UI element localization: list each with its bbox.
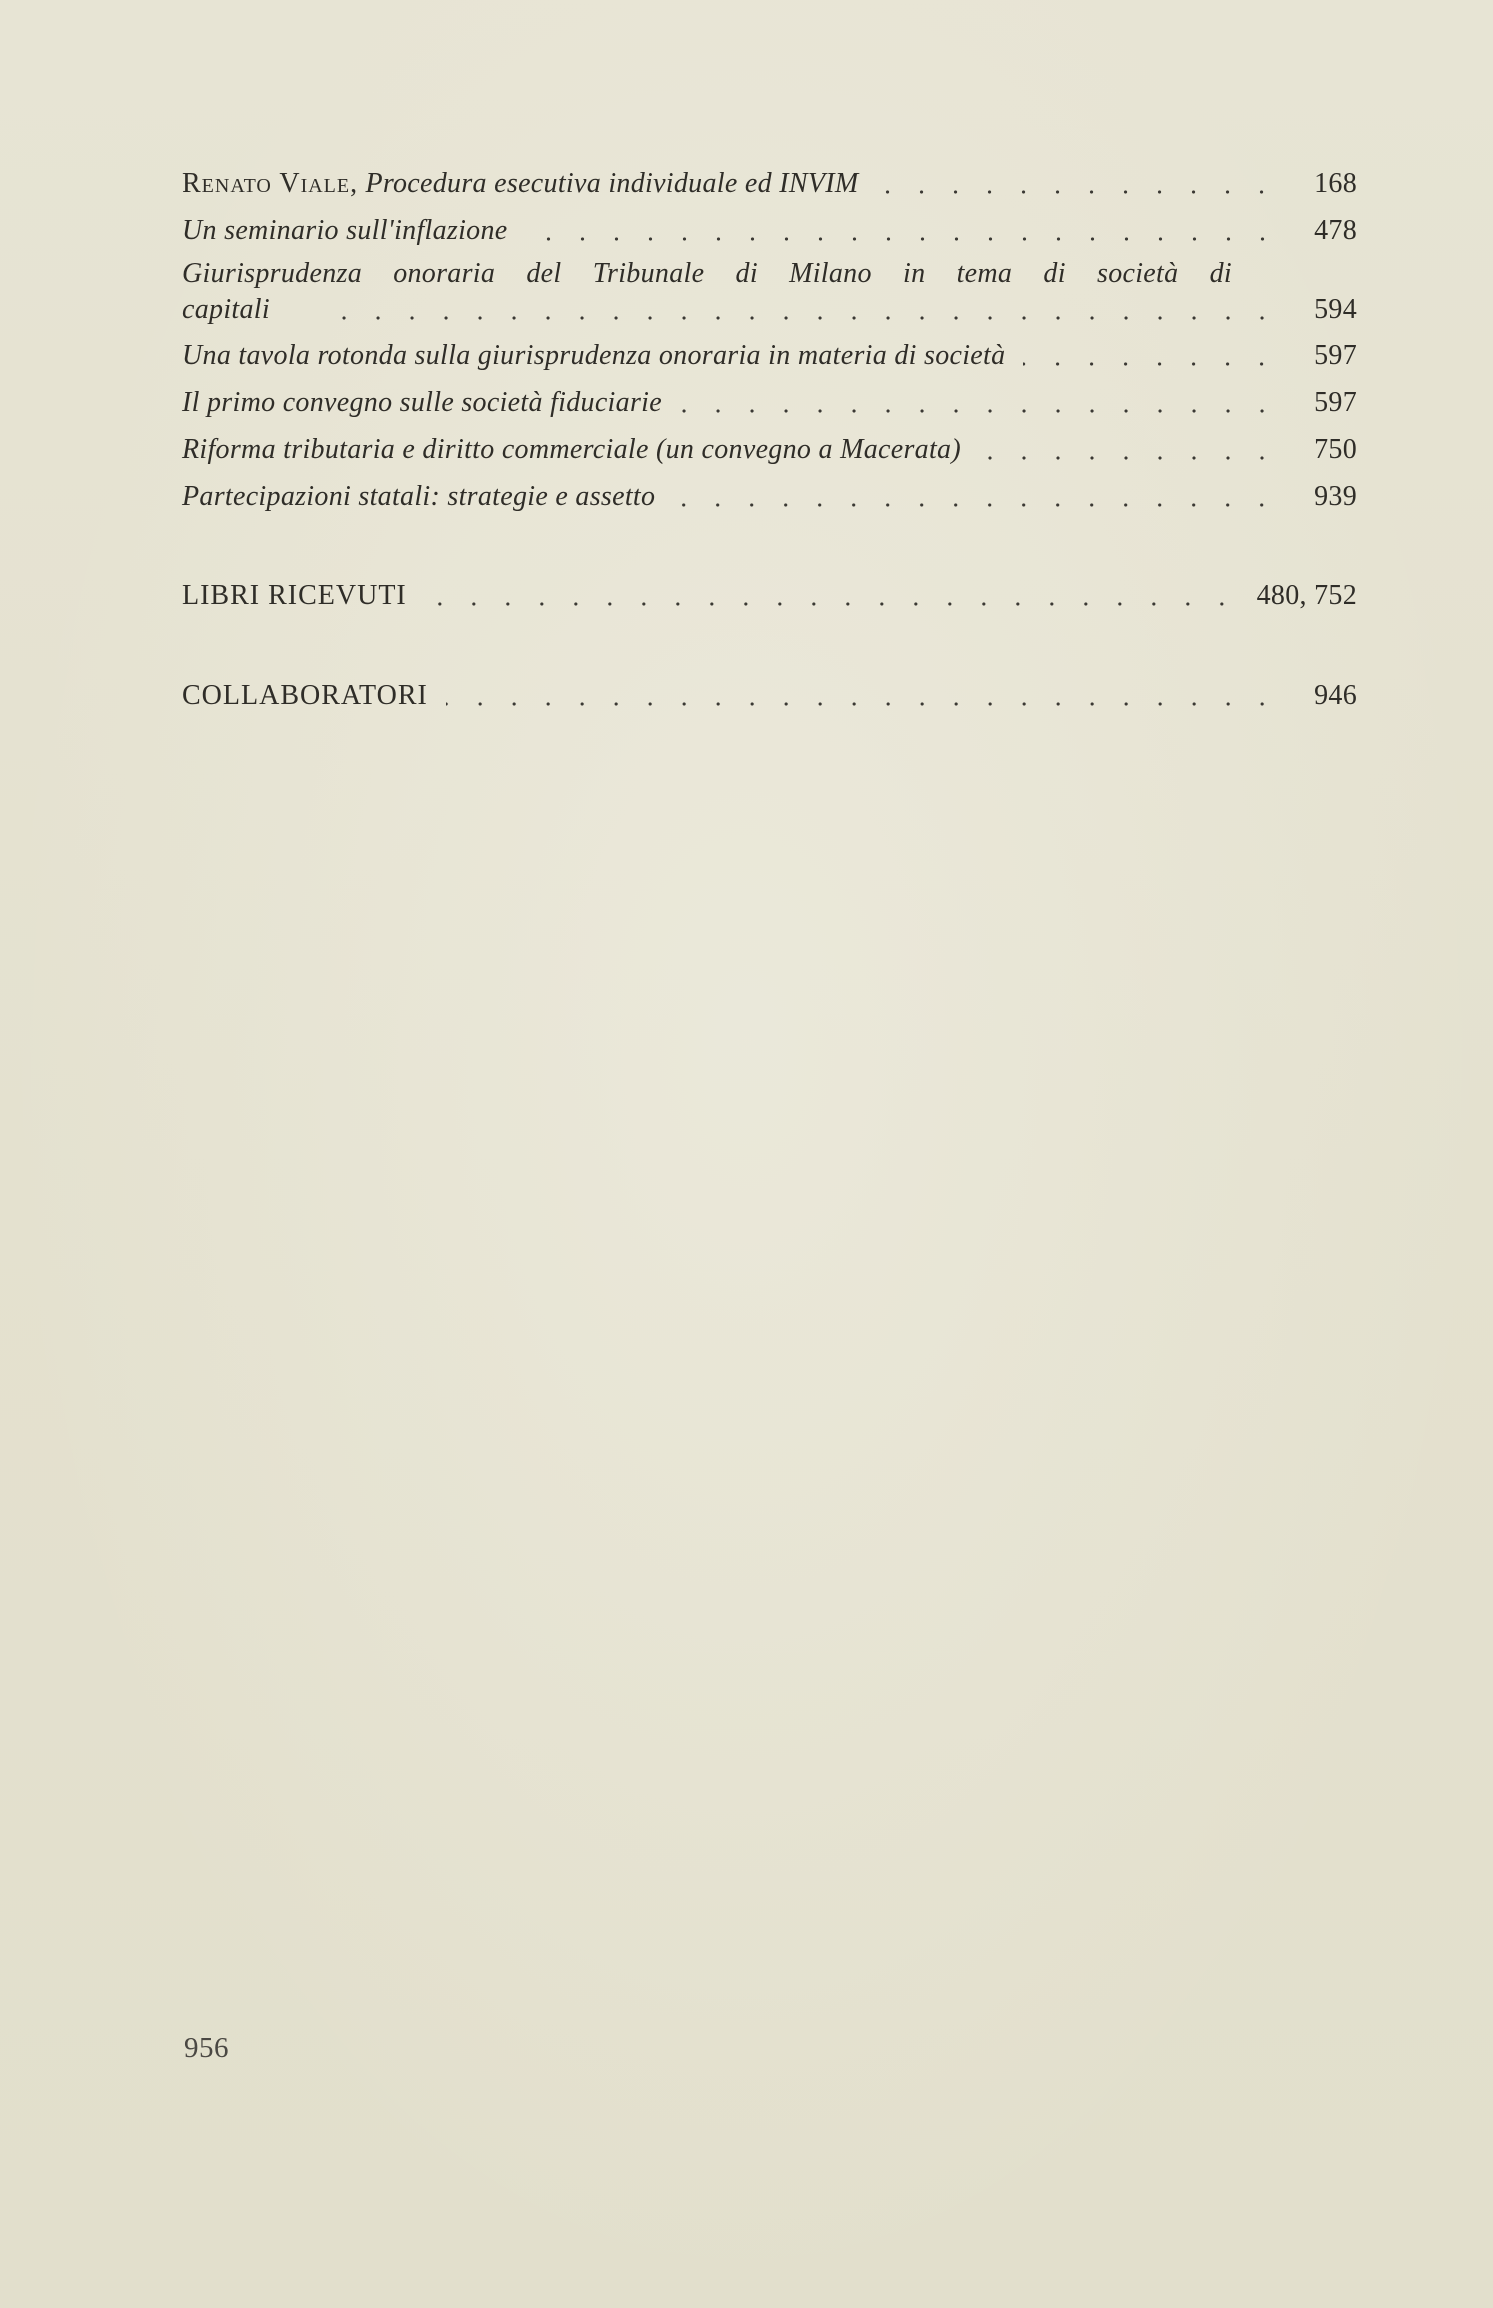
toc-entry-page: 597 (1314, 387, 1357, 418)
toc-entry (182, 426, 1357, 466)
toc-entry-page: 939 (1314, 481, 1357, 512)
toc-entry-page: 750 (1314, 434, 1357, 465)
toc-entry-title: Il primo convegno sulle società fiduciarie (182, 387, 662, 418)
toc-entry-title-line1: Giurisprudenza onoraria del Tribunale di Milano in tema di società di (182, 258, 1232, 289)
toc-entry-title: Una tavola rotonda sulla giurisprudenza onoraria in materia di società (182, 340, 1006, 371)
toc-entry-title: Un seminario sull'inflazione (182, 215, 508, 246)
page-number: 956 (184, 2032, 229, 2064)
toc-entry-title: Riforma tributaria e diritto commerciale (un convegno a Macerata) (182, 434, 961, 465)
dot-leader (526, 237, 1279, 241)
dot-leader (673, 503, 1279, 507)
toc-entry (182, 332, 1357, 372)
dot-leader (340, 316, 1279, 320)
toc-entry-author: Renato Viale, (182, 168, 359, 199)
toc-section-title: LIBRI RICEVUTI (182, 580, 407, 611)
toc-entry-title: Partecipazioni statali: strategie e assetto (182, 481, 656, 512)
toc-entry-text (182, 168, 858, 200)
toc-entry-page: 594 (1314, 294, 1357, 325)
toc-entry (182, 473, 1357, 513)
dot-leader (446, 702, 1279, 706)
toc-entry (182, 258, 1357, 326)
toc-entry-page: 478 (1314, 215, 1357, 246)
toc-section (182, 572, 1357, 612)
toc-section-page: 480, 752 (1256, 580, 1357, 611)
toc-section-page: 946 (1314, 680, 1357, 711)
dot-leader (1023, 362, 1279, 366)
toc-section (182, 672, 1357, 712)
dot-leader (425, 602, 1239, 606)
toc-section-title: COLLABORATORI (182, 680, 428, 711)
toc-entry-title: Procedura esecutiva individuale ed INVIM (365, 168, 859, 199)
dot-leader (979, 456, 1279, 460)
dot-leader (680, 409, 1279, 413)
toc-entry-page: 168 (1314, 168, 1357, 199)
toc-entry (182, 379, 1357, 419)
toc-entry-title-line2: capitali (182, 294, 270, 325)
toc-entry-page: 597 (1314, 340, 1357, 371)
toc-entry (182, 160, 1357, 200)
toc-entry-line2 (182, 290, 1357, 326)
toc-entry (182, 207, 1357, 247)
dot-leader (876, 190, 1279, 194)
